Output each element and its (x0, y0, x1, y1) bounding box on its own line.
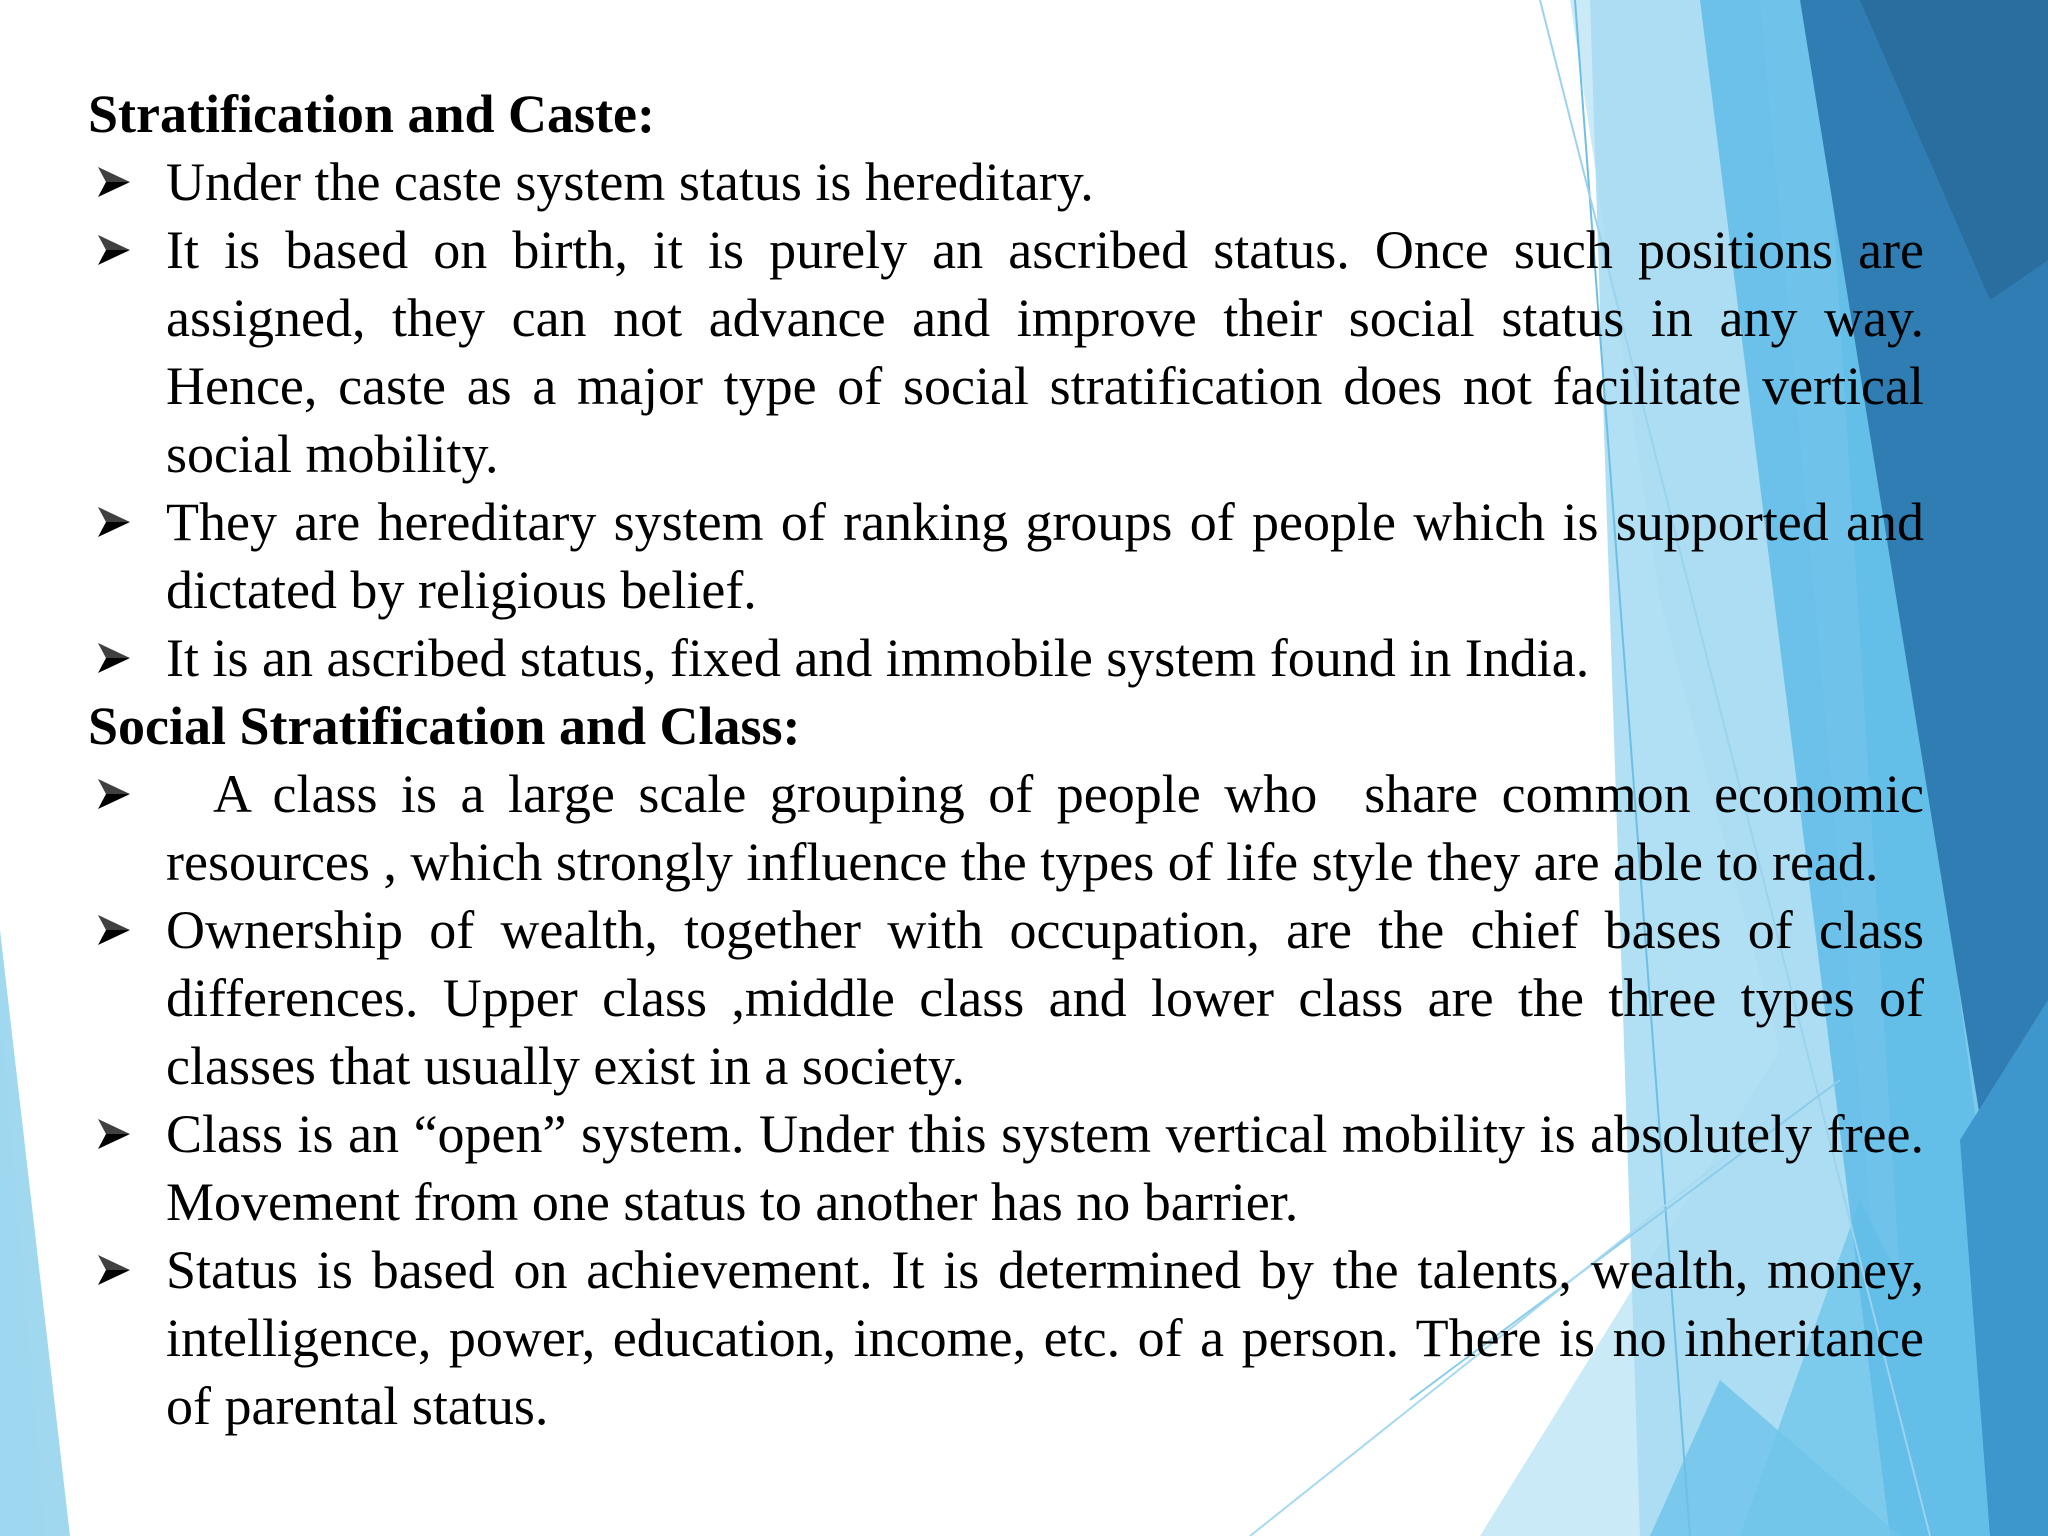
bullet-item (88, 148, 1924, 216)
bullet-item (88, 1236, 1924, 1440)
arrow-bullet-icon (96, 760, 136, 828)
bullet-list-caste (88, 148, 1924, 692)
bullet-text: Class is an “open” system. Under this system vertical mobility is absolutely free. Movement from one status to another has no barrier. (166, 1104, 1924, 1232)
section-class (88, 692, 1938, 1440)
arrow-bullet-icon (96, 1100, 136, 1168)
bullet-list-class (88, 760, 1938, 1440)
bullet-item (88, 488, 1924, 624)
section-caste (88, 80, 1924, 692)
bullet-text: It is an ascribed status, fixed and immobile system found in India. (166, 628, 1590, 688)
bullet-item (88, 896, 1924, 1100)
arrow-bullet-icon (96, 488, 136, 556)
slide-content (88, 80, 1938, 1440)
arrow-bullet-icon (96, 624, 136, 692)
bullet-text: Status is based on achievement. It is determined by the talents, wealth, money, intelligence, power, education, income, etc. of a person. There is no inheritance of parental status. (166, 1240, 1924, 1436)
arrow-bullet-icon (96, 216, 136, 284)
arrow-bullet-icon (96, 1236, 136, 1304)
bullet-item (88, 760, 1938, 896)
bullet-item (88, 216, 1924, 488)
section-heading-caste: Stratification and Caste: (88, 84, 655, 144)
bullet-item (88, 624, 1924, 692)
arrow-bullet-icon (96, 148, 136, 216)
section-heading-class: Social Stratification and Class: (88, 696, 801, 756)
bullet-text: Ownership of wealth, together with occupation, are the chief bases of class differences. Upper class ,middle class and lower class are the three types of classes that usually exist in a society. (166, 900, 1924, 1096)
bullet-item (88, 1100, 1924, 1236)
bullet-text: They are hereditary system of ranking groups of people which is supported and dictated by religious belief. (166, 492, 1924, 620)
arrow-bullet-icon (96, 896, 136, 964)
bullet-text: It is based on birth, it is purely an ascribed status. Once such positions are assigned, they can not advance and improve their social status in any way. Hence, caste as a major type of social stratification does not facilitate vertical social mobility. (166, 220, 1924, 484)
bullet-text: A class is a large scale grouping of people who share common economic resources , which strongly influence the types of life style they are able to read. (166, 764, 1938, 892)
bullet-text: Under the caste system status is hereditary. (166, 152, 1094, 212)
